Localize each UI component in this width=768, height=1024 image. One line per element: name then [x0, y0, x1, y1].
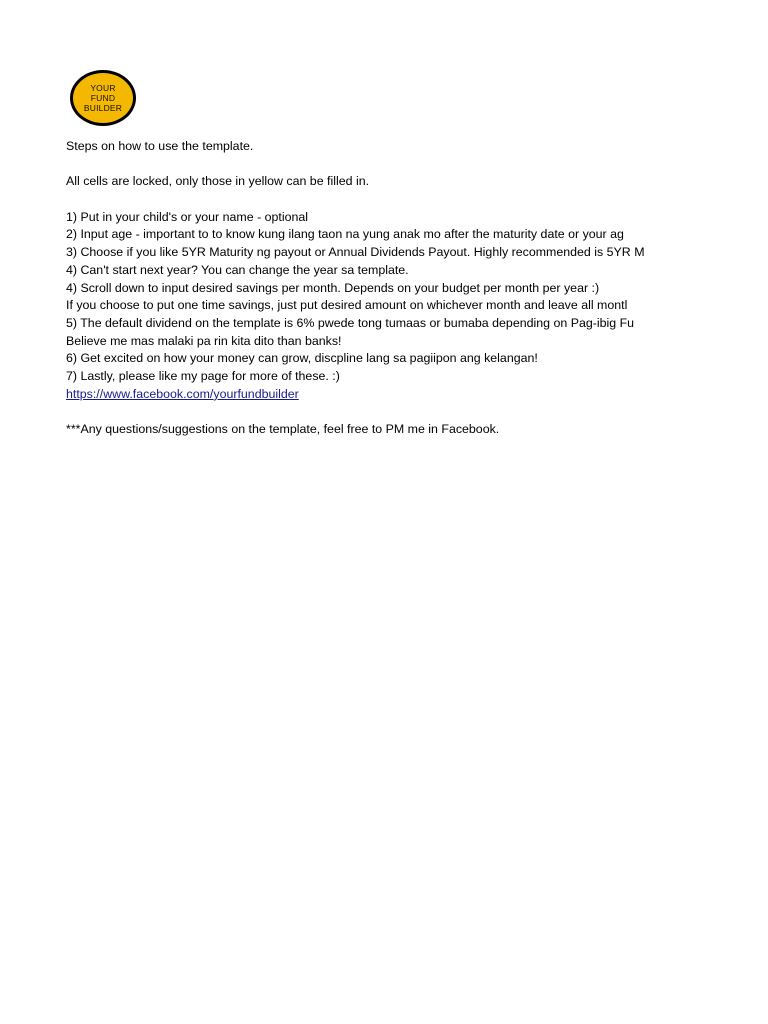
step-line: 3) Choose if you like 5YR Maturity ng payout or Annual Dividends Payout. Highly recommended is 5YR M	[66, 245, 645, 260]
spacer	[66, 404, 660, 422]
instructions-block	[66, 138, 660, 439]
step-line: 4) Scroll down to input desired savings per month. Depends on your budget per month per year :)	[66, 280, 600, 295]
step-line: 1) Put in your child's or your name - optional	[66, 209, 309, 224]
logo-text-line-3: BUILDER	[83, 103, 123, 113]
logo-text-line-2: FUND	[90, 93, 116, 103]
step-line: 7) Lastly, please like my page for more of these. :)	[66, 369, 340, 384]
spacer	[66, 191, 660, 209]
spacer	[66, 156, 660, 174]
step-line: 5) The default dividend on the template is 6% pwede tong tumaas or bumaba depending on Pag-ibig Fu	[66, 316, 635, 330]
your-fund-builder-logo	[70, 70, 136, 126]
step-line: 6) Get excited on how your money can grow, discpline lang sa pagiipon ang kelangan!	[66, 351, 538, 366]
instructions-heading: Steps on how to use the template.	[66, 139, 254, 153]
step-line: 4) Can't start next year? You can change the year sa template.	[66, 262, 409, 277]
step-line: If you choose to put one time savings, just put desired amount on whichever month and leave all montl	[66, 298, 628, 313]
footer-note: ***Any questions/suggestions on the template, feel free to PM me in Facebook.	[66, 422, 500, 437]
step-line: Believe me mas malaki pa rin kita dito than banks!	[66, 333, 342, 348]
step-line: 2) Input age - important to to know kung ilang taon na yung anak mo after the maturity date or your ag	[66, 227, 624, 242]
logo-text-line-1: YOUR	[90, 83, 116, 93]
locked-cells-note: All cells are locked, only those in yellow can be filled in.	[66, 174, 370, 189]
facebook-page-link[interactable]: https://www.facebook.com/yourfundbuilder	[66, 386, 299, 401]
